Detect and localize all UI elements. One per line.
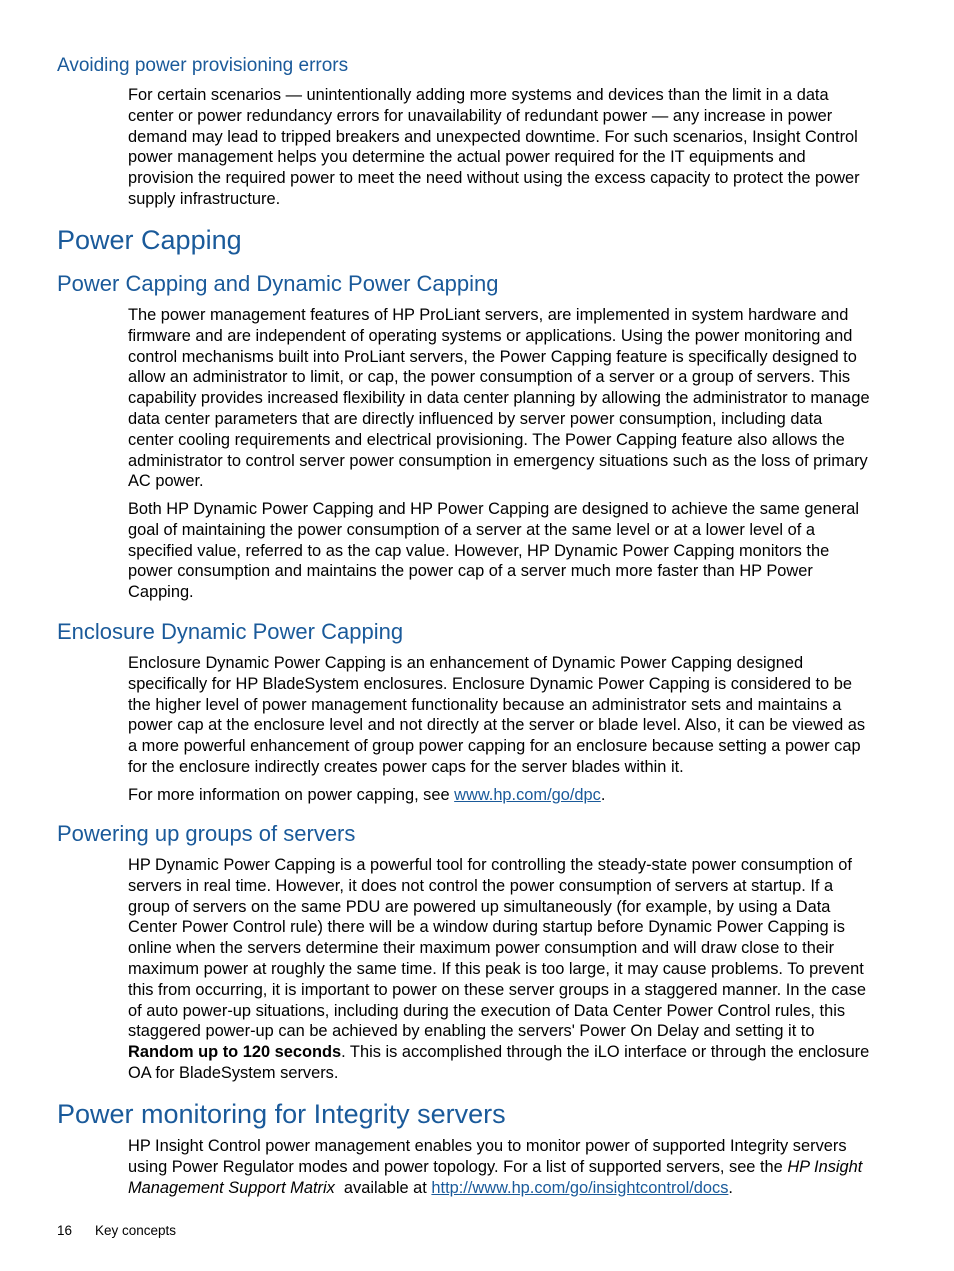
heading-power-capping-and-dynamic: Power Capping and Dynamic Power Capping (57, 271, 499, 296)
paragraph-enclosure-1: Enclosure Dynamic Power Capping is an enhancement of Dynamic Power Capping designed specifically for HP BladeSystem enclosures. Enclosure Dynamic Power Capping is considered to be the higher level of power management functionality because an administrator sets and maintains a power cap at the enclosure level and not directly at the server or blade level. Also, it can be viewed as a more powerful enhancement of group power capping for an enclosure because setting a power cap for the enclosure indirectly creates power caps for the server blades within it. (128, 654, 866, 776)
paragraph-powering-up (128, 855, 870, 1084)
link-insightcontrol-docs[interactable]: http://www.hp.com/go/insightcontrol/docs (431, 1178, 729, 1197)
heading-power-monitoring-integrity: Power monitoring for Integrity servers (57, 1099, 506, 1129)
footer-section-title: Key concepts (95, 1223, 177, 1238)
text-integrity-after: . (728, 1178, 733, 1197)
heading-powering-up-groups: Powering up groups of servers (57, 821, 356, 846)
text-powering-up-before: HP Dynamic Power Capping is a powerful tool for controlling the steady-state power consumption of servers in real time. However, it does not control the power consumption of servers at startup. If a group of servers on the same PDU are powered up simultaneously (for example, by using a Data Center Power Control rule) there will be a window during startup before Dynamic Power Capping is online when the servers determine their maximum power consumption and will draw close to their maximum power at roughly the same time. If this peak is too large, it may cause problems. To prevent this from occurring, it is important to power on these server groups in a staggered manner. In the case of auto power-up situations, including during the execution of Data Center Power Control rules, this staggered power-up can be achieved by enabling the servers' Power On Delay and setting it to (128, 856, 866, 1041)
paragraph-enclosure-2 (128, 785, 870, 806)
paragraph-dynamic-1: The power management features of HP ProLiant servers, are implemented in system hardware and firmware and are independent of operating systems or applications. Using the power monitoring and control mechanisms built into ProLiant servers, the Power Capping feature is specifically designed to allow an administrator to limit, or cap, the power consumption of a server or a group of servers. This capability provides increased flexibility in data center planning by allowing the administrator to manage data center parameters that are directly influenced by server power consumption, including data center cooling requirements and electrical provisioning. The Power Capping feature also allows the administrator to control server power consumption in emergency situations such as the loss of primary AC power. (128, 306, 870, 491)
heading-power-capping: Power Capping (57, 225, 242, 255)
link-hp-dpc[interactable]: www.hp.com/go/dpc (454, 786, 601, 804)
text-powering-up-after: . This is accomplished through the iLO interface or through the enclosure OA for BladeSystem servers. (128, 1043, 870, 1082)
text-before-link: For more information on power capping, see (128, 786, 455, 804)
text-support-matrix: HP Insight Management Support Matrix (128, 1157, 863, 1197)
text-integrity-before: HP Insight Control power management enables you to monitor power of supported Integrity servers using Power Regulator modes and power topology. For a list of supported servers, see the (128, 1137, 847, 1176)
text-integrity-mid: available at (334, 1178, 432, 1197)
page-footer (57, 1223, 176, 1238)
paragraph-avoiding: For certain scenarios — unintentionally adding more systems and devices than the limit in a data center or power redundancy errors for unavailability of redundant power — any increase in power demand may lead to tripped breakers and unexpected downtime. For such scenarios, Insight Control power management helps you determine the actual power required for the IT equipments and provision the required power to meet the need without using the excess capacity to protect the power supply infrastructure. (128, 86, 860, 208)
text-random-delay: Random up to 120 seconds (128, 1043, 342, 1062)
paragraph-integrity (128, 1136, 870, 1198)
page-number: 16 (57, 1223, 73, 1238)
heading-avoiding-power-provisioning-errors: Avoiding power provisioning errors (57, 55, 349, 76)
text-after-link: . (600, 786, 606, 804)
paragraph-dynamic-2: Both HP Dynamic Power Capping and HP Power Capping are designed to achieve the same general goal of maintaining the power consumption of a server at the same level or at a lower level of a specified value, referred to as the cap value. However, HP Dynamic Power Capping monitors the power consumption and maintains the power cap of a server much more faster than HP Power Capping. (128, 500, 860, 602)
heading-enclosure-dynamic-power-capping: Enclosure Dynamic Power Capping (57, 619, 404, 644)
